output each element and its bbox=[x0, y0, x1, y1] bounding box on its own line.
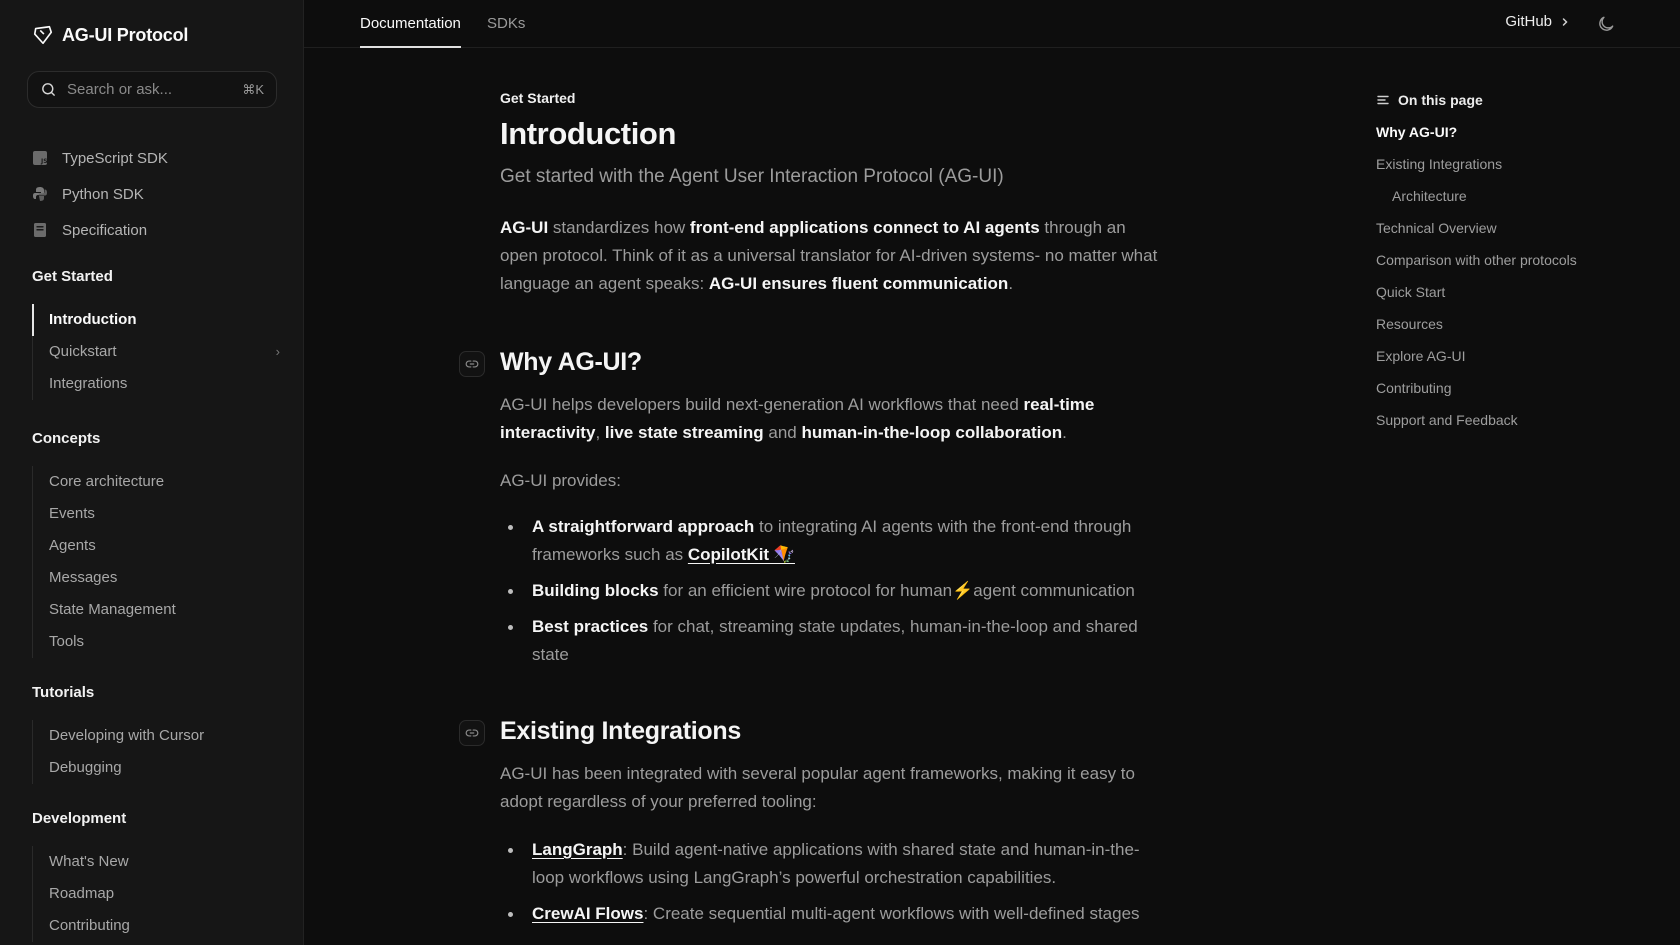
sidebar-item-label: TypeScript SDK bbox=[62, 149, 168, 167]
toc-title-label: On this page bbox=[1398, 92, 1483, 108]
page-subtitle: Get started with the Agent User Interaction Protocol (AG-UI) bbox=[500, 166, 1004, 187]
nav-group-title: Development bbox=[32, 810, 127, 827]
why-bold: human-in-the-loop collaboration bbox=[801, 423, 1063, 442]
sidebar-item-integrations[interactable]: Integrations bbox=[49, 375, 128, 392]
sidebar-item-quickstart[interactable] bbox=[33, 336, 280, 368]
typescript-icon bbox=[32, 150, 48, 166]
toc-item-contributing[interactable]: Contributing bbox=[1376, 380, 1452, 396]
why-text: AG-UI helps developers build next-generation AI workflows that need bbox=[500, 395, 1024, 414]
list-item-text: to integrating AI agents with the front-end through frameworks such as bbox=[532, 517, 1132, 564]
why-bold: live state streaming bbox=[604, 423, 764, 442]
sdk-links bbox=[32, 140, 168, 248]
list-item bbox=[500, 613, 1160, 669]
intro-paragraph bbox=[500, 214, 1160, 298]
provides-paragraph: AG-UI provides: bbox=[500, 471, 621, 490]
list-item-text: for chat, streaming state updates, human-in-the-loop and shared state bbox=[532, 617, 1138, 664]
page-title: Introduction bbox=[500, 116, 676, 151]
sidebar-item-specification[interactable] bbox=[32, 212, 168, 248]
nav-group-get-started bbox=[32, 268, 280, 400]
toc-item-architecture[interactable]: Architecture bbox=[1392, 188, 1467, 204]
sidebar-item-contributing[interactable]: Contributing bbox=[49, 917, 130, 934]
sidebar bbox=[0, 0, 304, 945]
nav-group-concepts bbox=[32, 430, 280, 658]
list-item-bold: Best practices bbox=[532, 617, 649, 636]
list-item bbox=[500, 836, 1160, 892]
sidebar-item-debugging[interactable]: Debugging bbox=[49, 759, 122, 776]
nav-group-tutorials bbox=[32, 684, 280, 784]
why-text: and bbox=[763, 423, 802, 442]
section-why bbox=[500, 348, 1160, 377]
sidebar-item-label: Python SDK bbox=[62, 185, 144, 203]
search-input[interactable] bbox=[27, 71, 277, 108]
sidebar-item-messages[interactable]: Messages bbox=[49, 569, 118, 586]
sidebar-item-core-architecture[interactable]: Core architecture bbox=[49, 473, 165, 490]
toc-item-support-and-feedback[interactable]: Support and Feedback bbox=[1376, 412, 1518, 428]
sidebar-item-typescript-sdk[interactable] bbox=[32, 140, 168, 176]
why-paragraph bbox=[500, 391, 1160, 447]
langgraph-link[interactable]: LangGraph bbox=[532, 840, 623, 859]
search-shortcut: ⌘K bbox=[242, 81, 264, 97]
provides-list bbox=[500, 513, 1160, 669]
svg-text:JS: JS bbox=[41, 158, 48, 165]
nav-group-title: Concepts bbox=[32, 430, 101, 447]
tab-sdks[interactable]: SDKs bbox=[487, 15, 526, 32]
list-item-bold: A straightforward approach bbox=[532, 517, 755, 536]
sidebar-item-state-management[interactable]: State Management bbox=[49, 601, 176, 618]
ag-ui-logo-icon bbox=[32, 24, 54, 46]
section-heading-why: Why AG-UI? bbox=[500, 348, 642, 376]
breadcrumb: Get Started bbox=[500, 90, 576, 106]
intro-text: . bbox=[1008, 274, 1014, 293]
why-text: . bbox=[1062, 423, 1067, 442]
toc-item-comparison[interactable]: Comparison with other protocols bbox=[1376, 252, 1577, 268]
list-item-bold: Building blocks bbox=[532, 581, 659, 600]
chevron-right-icon: › bbox=[275, 344, 280, 359]
github-link[interactable] bbox=[1505, 13, 1570, 30]
why-text: , bbox=[595, 423, 605, 442]
brand-logo-link[interactable] bbox=[32, 24, 188, 46]
toc-title bbox=[1376, 90, 1636, 110]
sidebar-item-label: Specification bbox=[62, 221, 148, 239]
list-item-text: for an efficient wire protocol for human⚡️agent communication bbox=[658, 581, 1135, 600]
toc-item-existing-integrations[interactable]: Existing Integrations bbox=[1376, 156, 1503, 172]
intro-text: standardizes how bbox=[548, 218, 690, 237]
github-label: GitHub bbox=[1505, 13, 1552, 30]
search-placeholder: Search or ask... bbox=[67, 81, 173, 98]
sidebar-item-introduction[interactable]: Introduction bbox=[32, 304, 280, 336]
copilotkit-link[interactable]: CopilotKit 🪁 bbox=[687, 545, 795, 564]
nav-group-development bbox=[32, 810, 280, 942]
sidebar-item-events[interactable]: Events bbox=[49, 505, 95, 522]
table-of-contents bbox=[1376, 90, 1636, 436]
toc-item-technical-overview[interactable]: Technical Overview bbox=[1376, 220, 1497, 236]
sidebar-item-agents[interactable]: Agents bbox=[49, 537, 96, 554]
why-bold: real-time interactivity bbox=[500, 395, 1095, 442]
main-content bbox=[500, 90, 1160, 928]
book-icon bbox=[32, 222, 48, 238]
intro-bold: AG-UI bbox=[500, 218, 549, 237]
top-bar bbox=[304, 0, 1680, 48]
intro-bold: AG-UI ensures fluent communication bbox=[708, 274, 1009, 293]
nav-group-title: Tutorials bbox=[32, 684, 95, 701]
sidebar-item-roadmap[interactable]: Roadmap bbox=[49, 885, 115, 902]
list-item bbox=[500, 900, 1160, 928]
sidebar-item-tools[interactable]: Tools bbox=[49, 633, 85, 650]
link-icon[interactable] bbox=[459, 720, 485, 746]
list-item bbox=[500, 513, 1160, 569]
nav-group-title: Get Started bbox=[32, 268, 113, 285]
link-icon[interactable] bbox=[459, 351, 485, 377]
list-item bbox=[500, 577, 1160, 605]
integrations-list bbox=[500, 836, 1160, 928]
sidebar-item-label: Quickstart bbox=[49, 343, 117, 360]
section-heading-existing-integrations: Existing Integrations bbox=[500, 717, 741, 745]
python-icon bbox=[32, 186, 48, 202]
crewai-flows-link[interactable]: CrewAI Flows bbox=[532, 904, 644, 923]
intro-bold: front-end applications connect to AI agents bbox=[689, 218, 1040, 237]
theme-toggle-moon-icon[interactable] bbox=[1596, 14, 1616, 34]
tab-documentation[interactable]: Documentation bbox=[360, 0, 461, 48]
list-icon bbox=[1376, 93, 1390, 107]
sidebar-item-python-sdk[interactable] bbox=[32, 176, 168, 212]
search-icon bbox=[40, 81, 57, 98]
toc-item-explore-ag-ui[interactable]: Explore AG-UI bbox=[1376, 348, 1466, 364]
intro-text: through an open protocol. Think of it as a universal translator for AI-driven systems- no matter what language an agent speaks: bbox=[500, 218, 1158, 293]
chevron-right-icon bbox=[1560, 17, 1570, 27]
list-item-text: : Create sequential multi-agent workflows with well-defined stages bbox=[643, 904, 1140, 923]
toc-item-resources[interactable]: Resources bbox=[1376, 316, 1443, 332]
toc-item-why-ag-ui[interactable]: Why AG-UI? bbox=[1376, 124, 1458, 140]
integrations-paragraph: AG-UI has been integrated with several popular agent frameworks, making it easy to adopt regardless of your preferred tooling: bbox=[500, 764, 1135, 811]
list-item-text: : Build agent-native applications with shared state and human-in-the-loop workflows using LangGraph’s powerful orchestration capabilities. bbox=[532, 840, 1140, 887]
section-existing-integrations bbox=[500, 717, 1160, 746]
brand-name: AG-UI Protocol bbox=[62, 24, 189, 45]
toc-item-quick-start[interactable]: Quick Start bbox=[1376, 284, 1446, 300]
sidebar-item-developing-with-cursor[interactable]: Developing with Cursor bbox=[49, 727, 205, 744]
sidebar-item-whats-new[interactable]: What's New bbox=[49, 853, 129, 870]
